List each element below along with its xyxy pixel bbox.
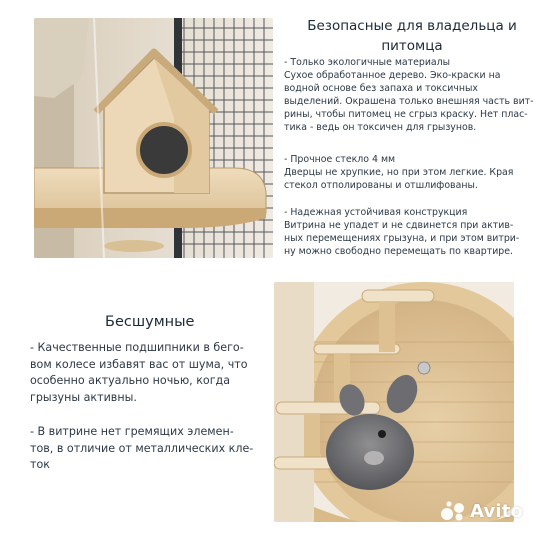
heading-line-2: питомца — [381, 38, 443, 54]
paragraph-strong-glass: - Прочное стекло 4 мм Дверцы не хрупкие, но при этом легкие. Края стекол отполированы и отшлифованы. — [284, 154, 514, 192]
wooden-house-illustration — [34, 18, 273, 258]
heading-silent: Бесшумные — [105, 314, 195, 330]
avito-watermark-text: Avito — [470, 500, 524, 522]
avito-logo-icon — [440, 500, 466, 522]
avito-watermark — [440, 498, 523, 524]
paragraph-bearings: - Качественные подшипники в бего- вом колесе избавят вас от шума, что особенно актуально ночью, когда грызуны активны. — [30, 341, 248, 404]
heading-safe-for-owner-and-pet — [286, 16, 538, 56]
paragraph-stable-construction: - Надежная устойчивая конструкция Витрина не упадет и не сдвинется при актив- ных перемещениях грызуна, и при этом витри- ну можно свободно перемещать по квартире. — [284, 207, 520, 258]
heading-line-1: Безопасные для владельца и — [307, 18, 517, 34]
chinchilla-wheel-illustration — [274, 282, 514, 522]
paragraph-no-rattling: - В витрине нет гремящих элемен- тов, в отличие от металлических кле- ток — [30, 425, 254, 472]
photo-chinchilla-wheel — [274, 282, 514, 522]
paragraph-eco-materials: - Только экологичные материалы Сухое обработанное дерево. Эко-краски на водной основе без запаха и токсичных выделений. Окрашена только внешняя часть вит- рины, чтобы питомец не сгрыз краску. Нет плас- тика - ведь он токсичен для грызунов. — [284, 57, 534, 134]
photo-wooden-house — [34, 18, 273, 258]
